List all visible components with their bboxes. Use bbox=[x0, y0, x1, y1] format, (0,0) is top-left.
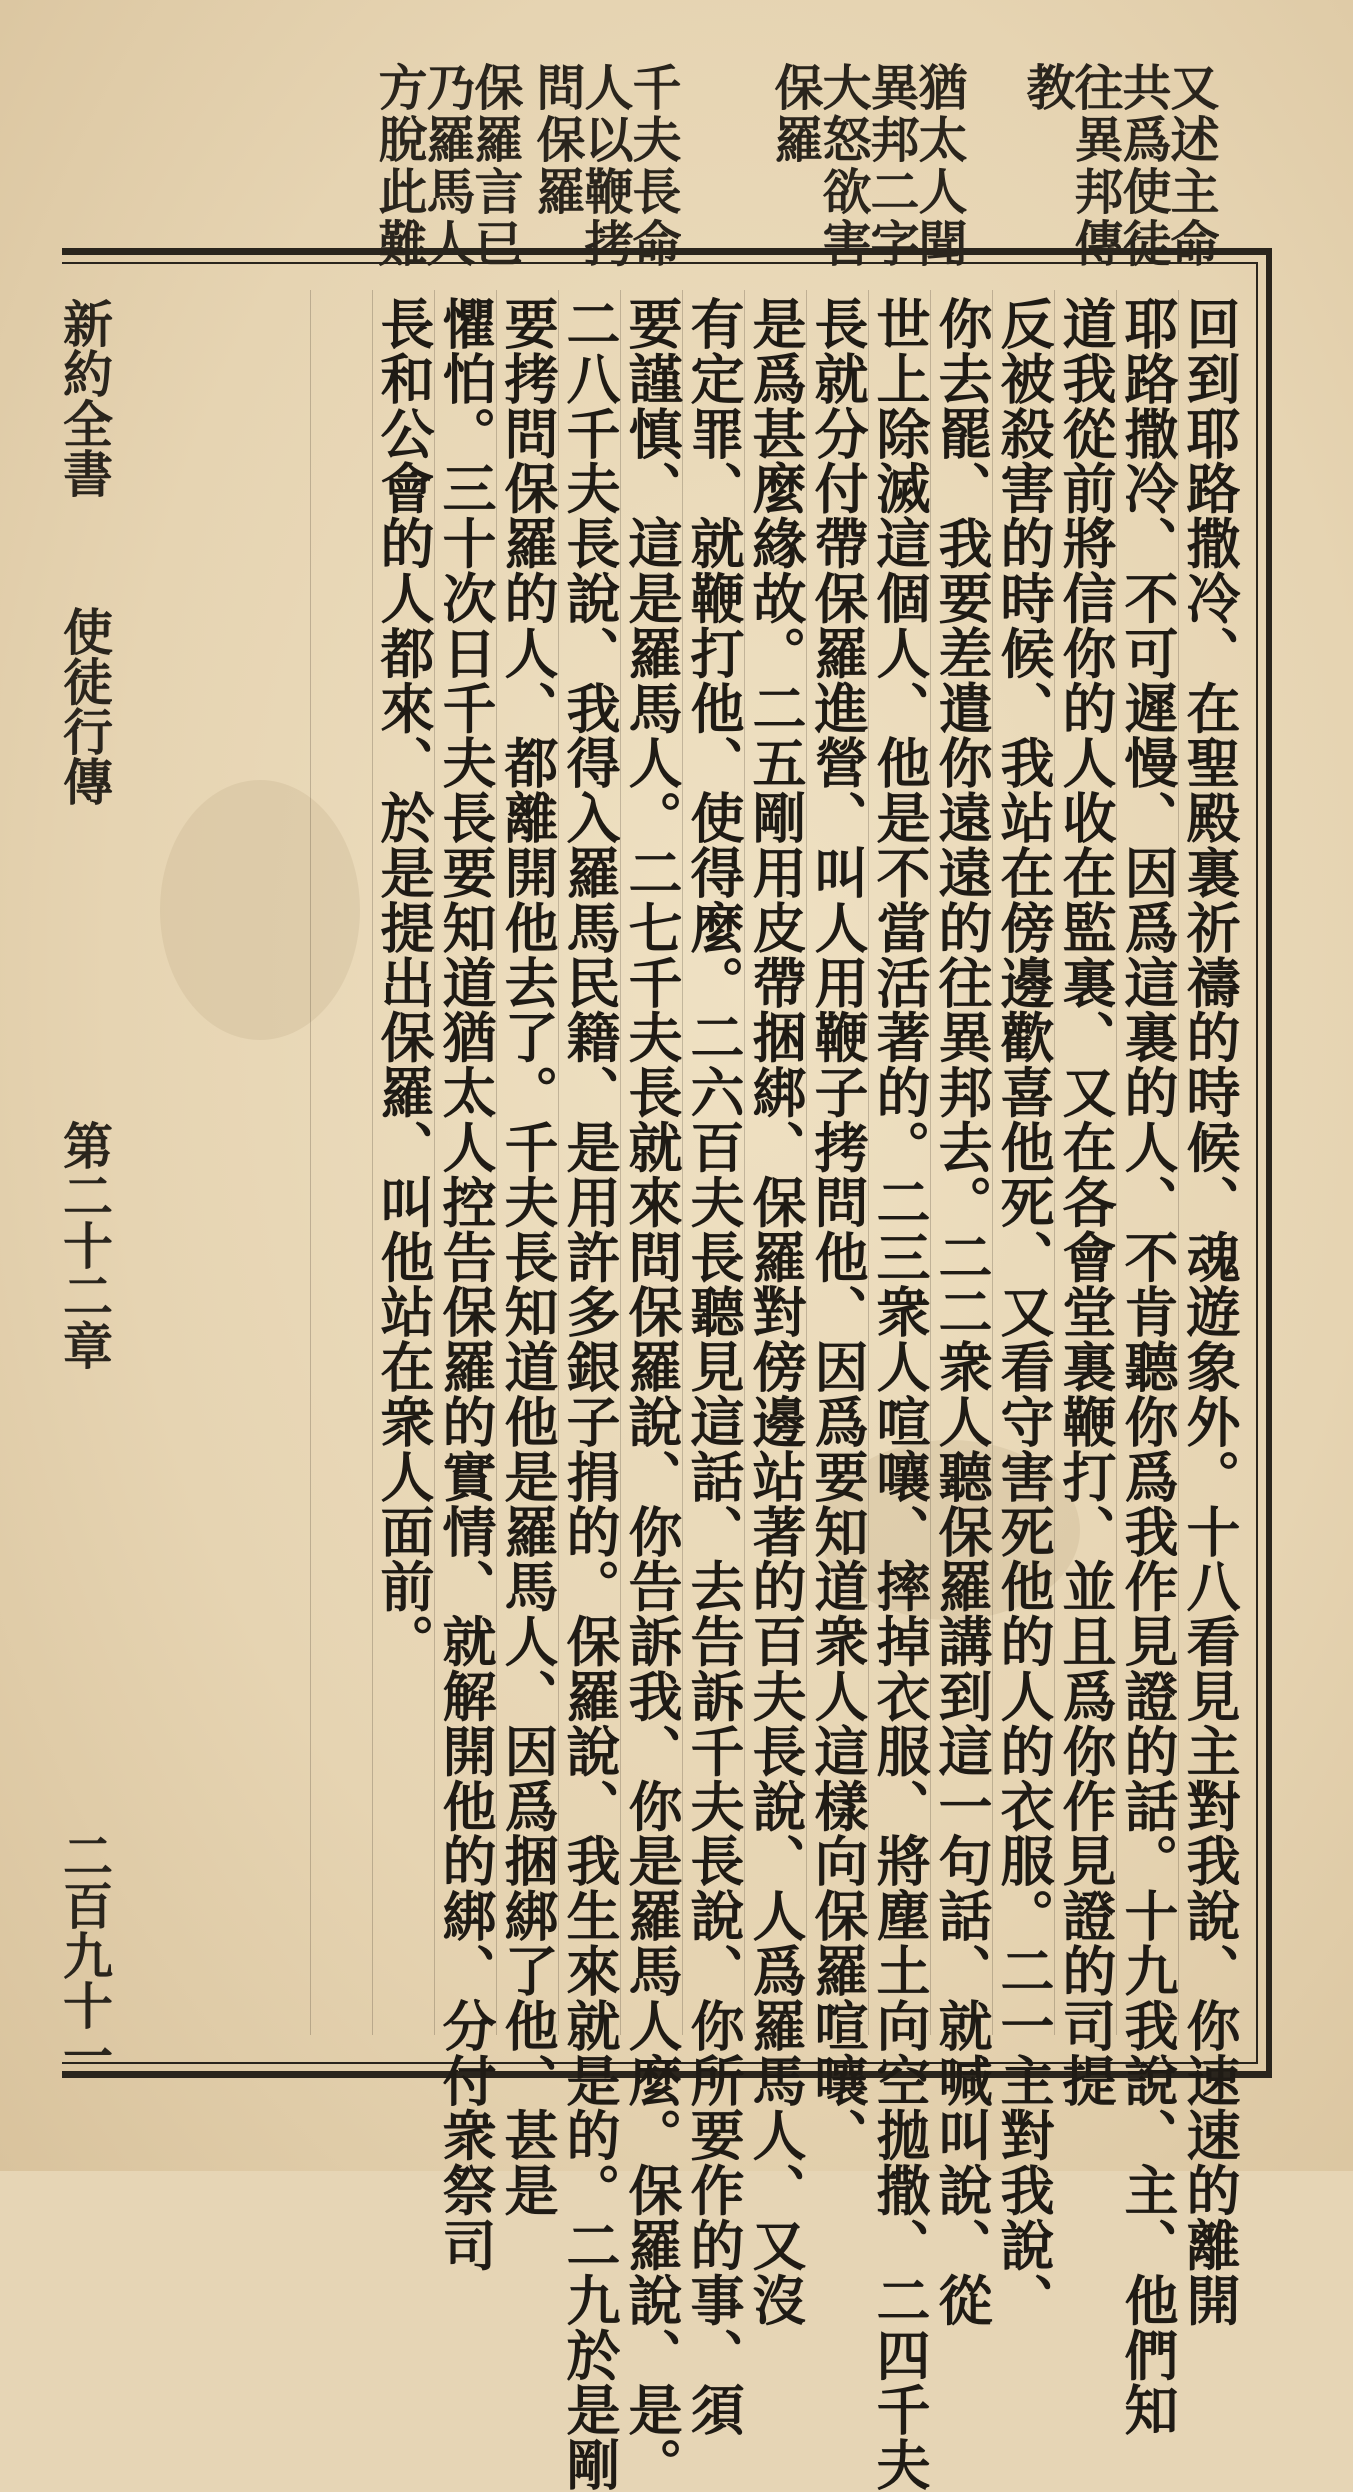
margin-note: 教 bbox=[1019, 62, 1077, 114]
margin-note: 保羅言已 bbox=[467, 62, 525, 270]
chapter-title: 使徒行傳 bbox=[55, 606, 114, 806]
body-column: 回到耶路撒冷、在聖殿裏祈禱的時候、魂遊象外。十八看見主對我說、你速速的離開 bbox=[1178, 296, 1242, 2328]
body-column: 要謹慎、這是羅馬人。二七千夫長就來問保羅說、你告訴我、你是羅馬人麼。保羅說、是。 bbox=[620, 296, 684, 2492]
margin-note: 共爲使徒 bbox=[1115, 62, 1173, 270]
body-column: 世上除滅這個人、他是不當活著的。二三衆人喧嚷、摔掉衣服、將塵土向空拋撒、二四千夫 bbox=[868, 296, 932, 2492]
margin-note: 異邦二字 bbox=[863, 62, 921, 270]
body-column: 耶路撒冷、不可遲慢、因爲這裏的人、不肯聽你爲我作見證的話。十九我說、主、他們知 bbox=[1116, 296, 1180, 2438]
body-column: 二八千夫長說、我得入羅馬民籍、是用許多銀子捐的。保羅說、我生來就是的。二九於是剛 bbox=[558, 296, 622, 2492]
body-column: 是爲甚麼緣故。二五剛用皮帶捆綁、保羅對傍邊站著的百夫長說、人爲羅馬人、又沒 bbox=[744, 296, 808, 2328]
body-column: 反被殺害的時候、我站在傍邊歡喜他死、又看守害死他的人的衣服。二一主對我說、 bbox=[992, 296, 1056, 2328]
margin-note: 保羅 bbox=[767, 62, 825, 166]
page-number: 二百九十一 bbox=[55, 1830, 114, 2080]
margin-note: 大怒欲害 bbox=[815, 62, 873, 270]
column-rule bbox=[310, 290, 311, 2035]
margin-note: 人以鞭拷 bbox=[577, 62, 635, 270]
body-column: 道我從前將信你的人收在監裏、又在各會堂裏鞭打、並且爲你作見證的司提 bbox=[1054, 296, 1118, 2108]
margin-note: 問保羅 bbox=[529, 62, 587, 218]
margin-note: 方脫此難 bbox=[371, 62, 429, 270]
margin-note: 往異邦傳 bbox=[1067, 62, 1125, 270]
body-column: 懼怕。三十次日千夫長要知道猶太人控告保羅的實情、就解開他的綁、分付衆祭司 bbox=[434, 296, 498, 2273]
body-column: 有定罪、就鞭打他、使得麼。二六百夫長聽見這話、去告訴千夫長說、你所要作的事、須 bbox=[682, 296, 746, 2438]
body-column: 要拷問保羅的人、都離開他去了。千夫長知道他是羅馬人、因爲捆綁了他、甚是 bbox=[496, 296, 560, 2218]
book-title: 新約全書 bbox=[55, 298, 114, 498]
body-column: 長和公會的人都來、於是提出保羅、叫他站在衆人面前。 bbox=[372, 296, 436, 1669]
margin-note: 又述主命 bbox=[1163, 62, 1221, 270]
body-column: 你去罷、我要差遣你遠遠的往異邦去。二二衆人聽保羅講到這一句話、就喊叫說、從 bbox=[930, 296, 994, 2328]
body-column: 長就分付帶保羅進營、叫人用鞭子拷問他、因爲要知道衆人這樣向保羅喧嚷、 bbox=[806, 296, 870, 2163]
margin-note: 千夫長命 bbox=[625, 62, 683, 270]
margin-note: 乃羅馬人 bbox=[419, 62, 477, 270]
margin-note: 猶太人聞 bbox=[911, 62, 969, 270]
chapter-number: 第二十二章 bbox=[55, 1120, 114, 1370]
